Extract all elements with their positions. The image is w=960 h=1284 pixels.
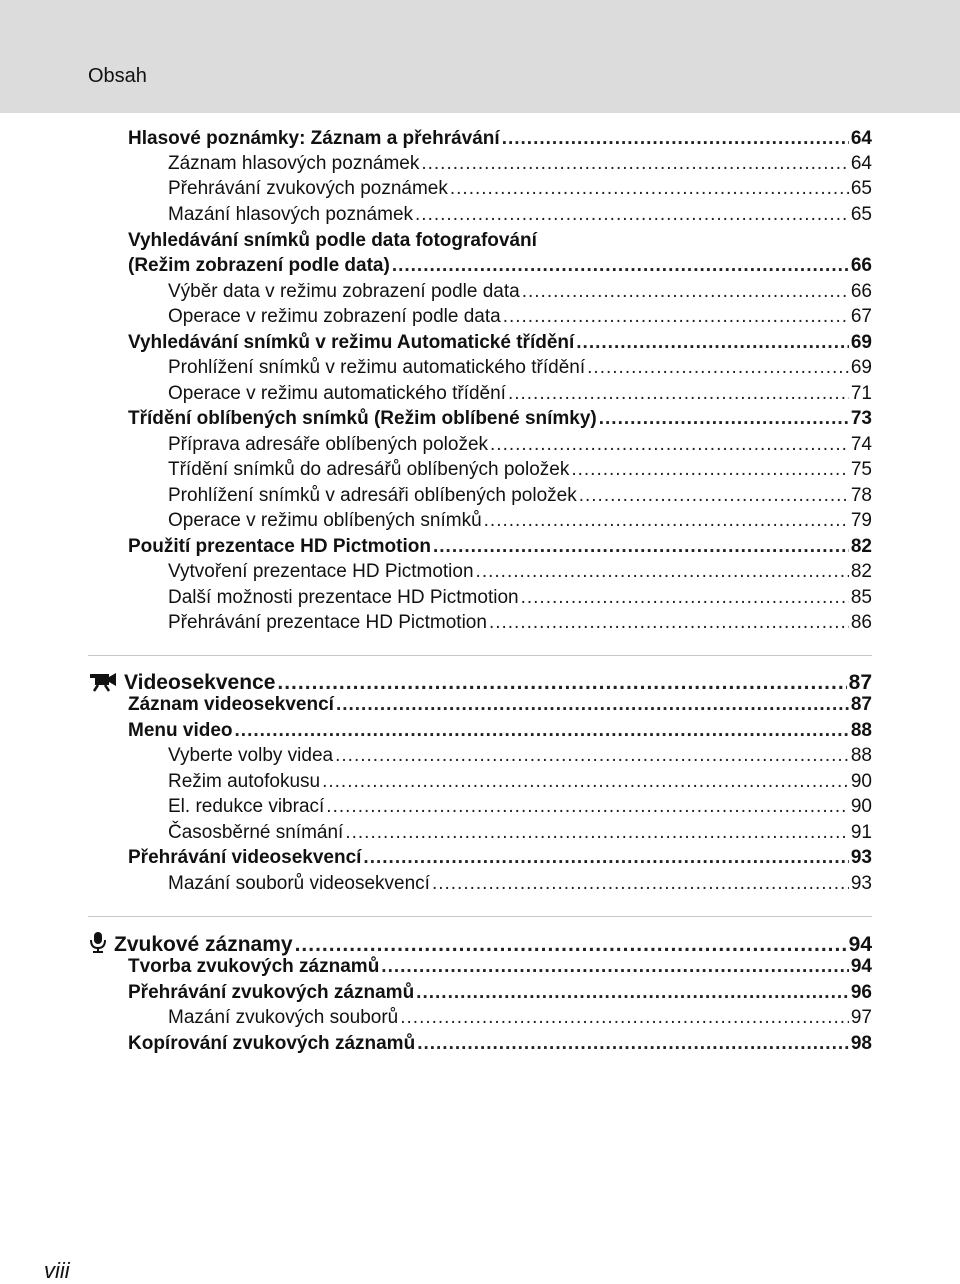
toc-entry-page: 85 (850, 587, 872, 608)
toc-entry-label: Kopírování zvukových záznamů (128, 1033, 416, 1054)
toc-entry-page: 65 (850, 178, 872, 199)
toc-entry-label: Třídění oblíbených snímků (Režim oblíbené snímky) (128, 408, 597, 429)
leader-dots (599, 406, 849, 431)
leader-dots (417, 1031, 849, 1056)
toc-entry[interactable] (168, 794, 872, 819)
toc-entry-page: 64 (850, 128, 872, 149)
leader-dots (490, 432, 849, 457)
toc-entry-label: Mazání souborů videosekvencí (168, 873, 430, 894)
toc-entry-page: 65 (850, 204, 872, 225)
leader-dots (415, 202, 849, 227)
section-divider (88, 655, 872, 656)
toc-entry-label: Prohlížení snímků v adresáři oblíbených položek (168, 485, 577, 506)
toc-entry[interactable] (128, 954, 872, 979)
toc-entry[interactable] (168, 559, 872, 584)
leader-dots (484, 508, 849, 533)
toc-entry-page: 90 (850, 796, 872, 817)
toc-entry-page: 93 (850, 847, 872, 868)
toc-entry-label: Vyhledávání snímků v režimu Automatické třídění (128, 332, 575, 353)
toc-entry-label: Hlasové poznámky: Záznam a přehrávání (128, 128, 500, 149)
toc-entry-page: 98 (850, 1033, 872, 1054)
leader-dots (363, 845, 848, 870)
section-divider (88, 916, 872, 917)
toc-chapter-videosekvence[interactable] (88, 665, 872, 694)
toc-entry-page: 90 (850, 771, 872, 792)
toc-entry[interactable] (168, 151, 872, 176)
leader-dots (345, 820, 849, 845)
toc-entry-page: 86 (850, 612, 872, 633)
leader-dots (322, 769, 849, 794)
toc-entry-page: 75 (850, 459, 872, 480)
leader-dots (381, 954, 849, 979)
leader-dots (502, 126, 849, 151)
leader-dots (450, 176, 849, 201)
toc-entry-label: Operace v režimu oblíbených snímků (168, 510, 482, 531)
toc-entry-label: Záznam hlasových poznámek (168, 153, 420, 174)
leader-dots (335, 743, 849, 768)
toc-entry-label: Přehrávání prezentace HD Pictmotion (168, 612, 487, 633)
toc-entry-label: Tvorba zvukových záznamů (128, 956, 380, 977)
toc-entry-label: Mazání hlasových poznámek (168, 204, 414, 225)
toc-entry-page: 79 (850, 510, 872, 531)
leader-dots (521, 585, 849, 610)
leader-dots (489, 610, 849, 635)
toc-entry-label: Přehrávání zvukových záznamů (128, 982, 415, 1003)
toc-entry-label: (Režim zobrazení podle data) (128, 255, 390, 276)
toc-entry[interactable] (128, 330, 872, 355)
toc-entry-label: Operace v režimu automatického třídění (168, 383, 506, 404)
toc-entry[interactable] (168, 381, 872, 406)
toc-entry-page: 74 (850, 434, 872, 455)
toc-entry-page: 71 (850, 383, 872, 404)
toc-entry-page: 96 (850, 982, 872, 1003)
toc-entry[interactable] (128, 692, 872, 717)
leader-dots (326, 794, 849, 819)
toc-entry-page: 82 (850, 536, 872, 557)
toc-entry-page: 69 (850, 332, 872, 353)
toc-entry-page: 94 (850, 956, 872, 977)
toc-entry-label: Vyberte volby videa (168, 745, 334, 766)
toc-entry-label: Mazání zvukových souborů (168, 1007, 399, 1028)
leader-dots (421, 151, 849, 176)
toc-entry-page: 73 (850, 408, 872, 429)
toc-entry-label: Vytvoření prezentace HD Pictmotion (168, 561, 474, 582)
toc-entry-page: 64 (850, 153, 872, 174)
toc-entry[interactable] (128, 980, 872, 1005)
toc-entry[interactable] (168, 508, 872, 533)
toc-entry[interactable] (168, 176, 872, 201)
toc-entry-label: Použití prezentace HD Pictmotion (128, 536, 431, 557)
toc-entry-label: Videosekvence (124, 671, 276, 694)
leader-dots (503, 304, 849, 329)
toc-entry-page: 94 (848, 933, 872, 956)
toc-entry[interactable] (128, 718, 872, 743)
toc-entry-page: 66 (850, 281, 872, 302)
toc-entry-label: Další možnosti prezentace HD Pictmotion (168, 587, 519, 608)
toc-entry-page: 78 (850, 485, 872, 506)
toc-entry-page: 69 (850, 357, 872, 378)
toc-entry-page: 97 (850, 1007, 872, 1028)
leader-dots (508, 381, 849, 406)
leader-dots (235, 718, 849, 743)
toc-entry[interactable] (168, 457, 872, 482)
header-band (0, 0, 960, 113)
toc-entry[interactable] (168, 610, 872, 635)
toc-entry-label: Prohlížení snímků v režimu automatického třídění (168, 357, 586, 378)
toc-entry-label: Menu video (128, 720, 233, 741)
leader-dots (433, 534, 849, 559)
toc-entry-label: Operace v režimu zobrazení podle data (168, 306, 501, 327)
toc-entry[interactable] (128, 126, 872, 151)
toc-entry-page: 88 (850, 745, 872, 766)
toc-entry[interactable] (168, 743, 872, 768)
leader-dots (476, 559, 849, 584)
leader-dots (576, 330, 849, 355)
leader-dots (587, 355, 849, 380)
toc-entry-label-line1: Vyhledávání snímků podle data fotografování (128, 230, 537, 251)
leader-dots (416, 980, 849, 1005)
toc-entry[interactable] (168, 820, 872, 845)
toc-entry-label: Přehrávání videosekvencí (128, 847, 362, 868)
toc-entry-label: El. redukce vibrací (168, 796, 325, 817)
toc-entry-page: 87 (850, 694, 872, 715)
toc-entry[interactable] (168, 483, 872, 508)
leader-dots (400, 1005, 849, 1030)
microphone-icon (88, 930, 108, 960)
toc-entry[interactable] (128, 845, 872, 870)
toc-entry-label: Časosběrné snímání (168, 822, 344, 843)
toc-entry[interactable] (168, 432, 872, 457)
toc-entry[interactable] (168, 1005, 872, 1030)
toc-entry[interactable] (168, 279, 872, 304)
toc-entry-label: Režim autofokusu (168, 771, 321, 792)
toc-entry[interactable] (168, 769, 872, 794)
toc-entry-page: 82 (850, 561, 872, 582)
toc-chapter-zvukove-zaznamy[interactable] (88, 927, 872, 956)
toc-entry[interactable] (128, 534, 872, 559)
toc-entry-page: 93 (850, 873, 872, 894)
toc-entry-page: 66 (850, 255, 872, 276)
leader-dots (432, 871, 849, 896)
toc-entry[interactable] (168, 355, 872, 380)
toc-entry[interactable] (128, 406, 872, 431)
leader-dots (336, 692, 849, 717)
toc-entry[interactable] (168, 304, 872, 329)
toc-entry-label: Záznam videosekvencí (128, 694, 334, 715)
toc-entry-page: 87 (848, 671, 872, 694)
toc-entry-label: Výběr data v režimu zobrazení podle data (168, 281, 520, 302)
page-number: viii (44, 1258, 70, 1283)
toc-entry-label: Třídění snímků do adresářů oblíbených položek (168, 459, 570, 480)
toc-entry[interactable] (128, 253, 872, 278)
toc-entry-label: Příprava adresáře oblíbených položek (168, 434, 489, 455)
toc-entry-label: Přehrávání zvukových poznámek (168, 178, 448, 199)
toc-entry[interactable] (168, 871, 872, 896)
toc-entry[interactable] (128, 1031, 872, 1056)
leader-dots (571, 457, 849, 482)
toc-entry[interactable] (168, 585, 872, 610)
toc-entry-page: 88 (850, 720, 872, 741)
toc-entry-label: Zvukové záznamy (114, 933, 293, 956)
toc-entry-page: 91 (850, 822, 872, 843)
toc-entry[interactable] (168, 202, 872, 227)
toc-entry-page: 67 (850, 306, 872, 327)
leader-dots (392, 253, 849, 278)
movie-camera-icon (88, 668, 118, 698)
leader-dots (579, 483, 849, 508)
page-title: Obsah (88, 65, 147, 87)
leader-dots (522, 279, 849, 304)
